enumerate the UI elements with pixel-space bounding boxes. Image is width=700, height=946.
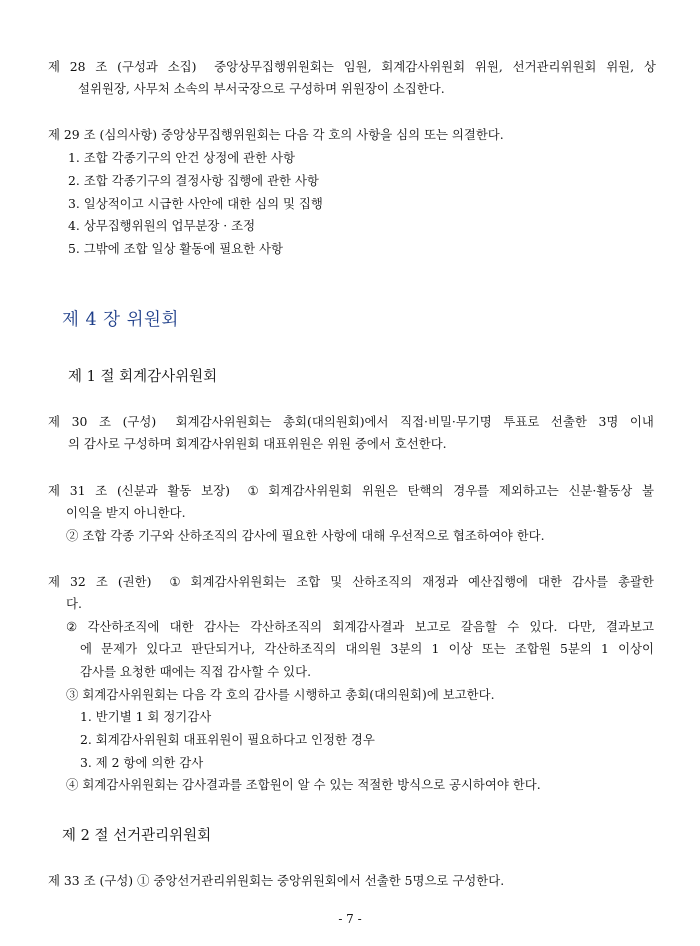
article-32-paragraph-4: ④ 회계감사위원회는 감사결과를 조합원이 알 수 있는 적절한 방식으로 공시하여야 한다.	[66, 777, 541, 792]
article-31-line-2: 이익을 받지 아니한다.	[66, 505, 186, 520]
article-28-line-1: 제 28 조 (구성과 소집) 중앙상무집행위원회는 임원, 회계감사위원회 위원, 선거관리위원회 위원, 상	[48, 59, 656, 74]
page-number: - 7 -	[338, 912, 362, 926]
article-33-line-1: 제 33 조 (구성) ① 중앙선거관리위원회는 중앙위원회에서 선출한 5명으로 구성한다.	[48, 873, 505, 888]
article-32-item-2: 2. 회계감사위원회 대표위원이 필요하다고 인정한 경우	[80, 732, 375, 747]
article-29-line-1: 제 29 조 (심의사항) 중앙상무집행위원회는 다음 각 호의 사항을 심의 또는 의결한다.	[48, 127, 504, 142]
article-30-line-2: 의 감사로 구성하며 회계감사위원회 대표위원은 위원 중에서 호선한다.	[68, 436, 447, 451]
article-29-item-5: 5. 그밖에 조합 일상 활동에 필요한 사항	[68, 241, 283, 256]
section-1-heading: 제 1 절 회계감사위원회	[68, 369, 218, 385]
article-32-item-1: 1. 반기별 1 회 정기감사	[80, 709, 212, 724]
article-30-line-1: 제 30 조 (구성) 회계감사위원회는 총회(대의원회)에서 직접·비밀·무기명 투표로 선출한 3명 이내	[48, 414, 654, 429]
article-29-item-2: 2. 조합 각종기구의 결정사항 집행에 관한 사항	[68, 173, 319, 188]
section-2-heading: 제 2 절 선거관리위원회	[62, 828, 212, 844]
article-32-line-1: 제 32 조 (권한) ① 회계감사위원회는 조합 및 산하조직의 재정과 예산집행에 대한 감사를 총괄한	[48, 574, 654, 589]
chapter-heading: 제 4 장 위원회	[62, 310, 179, 330]
article-32-paragraph-3: ③ 회계감사위원회는 다음 각 호의 감사를 시행하고 총회(대의원회)에 보고한다.	[66, 687, 495, 702]
article-29-item-4: 4. 상무집행위원의 업무분장 · 조정	[68, 218, 256, 233]
article-32-item-3: 3. 제 2 항에 의한 감사	[80, 755, 204, 770]
article-32-line-2: 다.	[66, 596, 82, 611]
article-32-paragraph-2-line-1: ② 각산하조직에 대한 감사는 각산하조직의 회계감사결과 보고로 갈음할 수 있다. 다만, 결과보고	[66, 619, 654, 634]
article-31-paragraph-2: ② 조합 각종 기구와 산하조직의 감사에 필요한 사항에 대해 우선적으로 협조하여야 한다.	[66, 528, 545, 543]
article-31-line-1: 제 31 조 (신분과 활동 보장) ① 회계감사위원회 위원은 탄핵의 경우를 제외하고는 신분·활동상 불	[48, 483, 654, 498]
article-28-line-2: 설위원장, 사무처 소속의 부서국장으로 구성하며 위원장이 소집한다.	[78, 81, 445, 96]
article-29-item-3: 3. 일상적이고 시급한 사안에 대한 심의 및 집행	[68, 196, 323, 211]
article-29-item-1: 1. 조합 각종기구의 안건 상정에 관한 사항	[68, 150, 295, 165]
article-32-paragraph-2-line-3: 감사를 요청한 때에는 직접 감사할 수 있다.	[80, 664, 312, 679]
article-32-paragraph-2-line-2: 에 문제가 있다고 판단되거나, 각산하조직의 대의원 3분의 1 이상 또는 조합원 5분의 1 이상이	[80, 641, 654, 656]
